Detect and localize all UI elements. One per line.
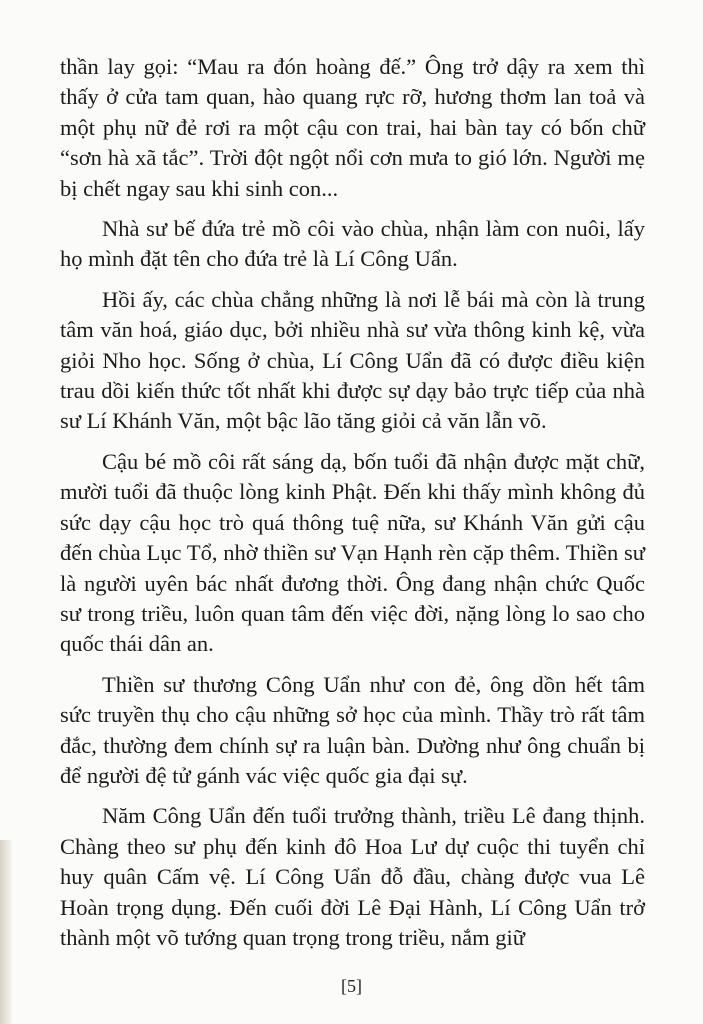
paragraph: Nhà sư bế đứa trẻ mồ côi vào chùa, nhận làm con nuôi, lấy họ mình đặt tên cho đứa trẻ là Lí Công Uẩn. [60, 216, 645, 272]
paragraph: Năm Công Uẩn đến tuổi trưởng thành, triều Lê đang thịnh. Chàng theo sư phụ đến kinh đô Hoa Lư dự cuộc thi tuyển chỉ huy quân Cấm vệ. Lí Công Uẩn đỗ đầu, chàng được vua Lê Hoàn trọng dụng. Đến cuối đời Lê Đại Hành, Lí Công Uẩn trở thành một võ tướng quan trọng trong triều, nắm giữ [60, 803, 645, 950]
paragraph: Cậu bé mồ côi rất sáng dạ, bốn tuổi đã nhận được mặt chữ, mười tuổi đã thuộc lòng kinh Phật. Đến khi thấy mình không đủ sức dạy cậu học trò quá thông tuệ nữa, sư Khánh Văn gửi cậu đến chùa Lục Tổ, nhờ thiền sư Vạn Hạnh rèn cặp thêm. Thiền sư là người uyên bác nhất đương thời. Ông đang nhận chức Quốc sư trong triều, luôn quan tâm đến việc đời, nặng lòng lo sao cho quốc thái dân an. [60, 448, 645, 657]
paragraph-continuation: thần lay gọi: “Mau ra đón hoàng đế.” Ông trở dậy ra xem thì thấy ở cửa tam quan, hào quang rực rỡ, hương thơm lan toả và một phụ nữ đẻ rơi ra một cậu con trai, hai bàn tay có bốn chữ “sơn hà xã tắc”. Trời đột ngột nổi cơn mưa to gió lớn. Người mẹ bị chết ngay sau khi sinh con... [60, 54, 645, 201]
page-number: [5] [341, 976, 362, 996]
book-page-body [60, 52, 645, 963]
paragraph: Hồi ấy, các chùa chẳng những là nơi lễ bái mà còn là trung tâm văn hoá, giáo dục, bởi nhiều nhà sư vừa thông kinh kệ, vừa giỏi Nho học. Sống ở chùa, Lí Công Uẩn đã có được điều kiện trau dồi kiến thức tốt nhất khi được sự dạy bảo trực tiếp của nhà sư Lí Khánh Văn, một bậc lão tăng giỏi cả văn lẫn võ. [60, 286, 645, 434]
paragraph: Thiền sư thương Công Uẩn như con đẻ, ông dồn hết tâm sức truyền thụ cho cậu những sở học của mình. Thầy trò rất tâm đắc, thường đem chính sự ra luận bàn. Dường như ông chuẩn bị để người đệ tử gánh vác việc quốc gia đại sự. [60, 671, 645, 788]
